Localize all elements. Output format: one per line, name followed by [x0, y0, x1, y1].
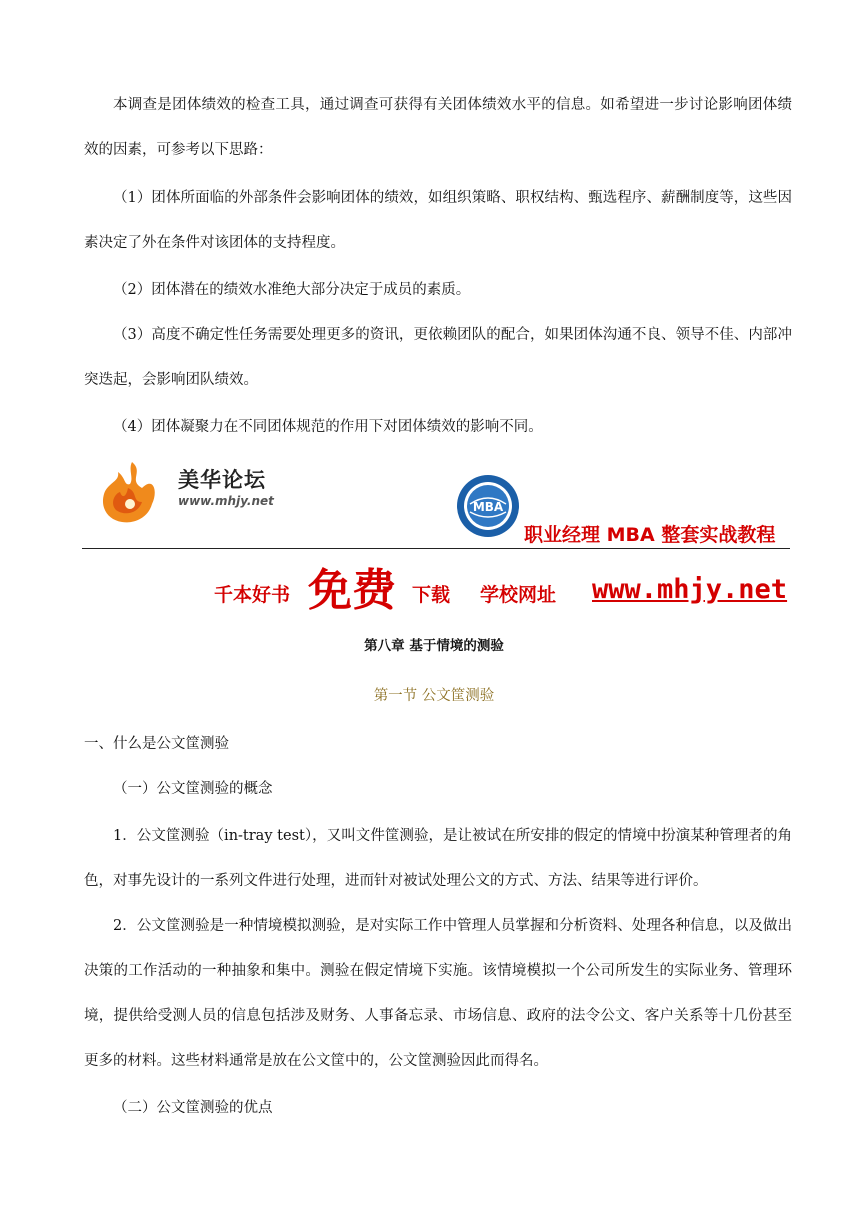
- body-paragraph-1: 1．公文筐测验（in-tray test），又叫文件筐测验，是让被试在所安排的假定的情境中扮演某种管理者的角色，对事先设计的一系列文件进行处理，进而针对被试处理公文的方式、方法、结果等进行评价。: [84, 828, 792, 889]
- brand-url: www.mhjy.net: [178, 494, 274, 508]
- mhjy-logo: [98, 458, 288, 528]
- body-paragraph-2: 2．公文筐测验是一种情境模拟测验，是对实际工作中管理人员掌握和分析资料、处理各种信息，以及做出决策的工作活动的一种抽象和集中。测验在假定情境下实施。该情境模拟一个公司所发生的实际业务、管理环境，提供给受测人员的信息包括涉及财务、人事备忘录、市场信息、政府的法令公文、客户关系等十几份甚至更多的材料。这些材料通常是放在公文筐中的，公文筐测验因此而得名。: [84, 918, 792, 1069]
- intro-point-2: （2）团体潜在的绩效水准绝大部分决定于成员的素质。: [113, 282, 471, 298]
- intro-point-3: （3）高度不确定性任务需要处理更多的资讯，更依赖团队的配合，如果团体沟通不良、领导不佳、内部冲突迭起，会影响团队绩效。: [84, 327, 792, 388]
- promo-books: 千本好书: [214, 584, 291, 606]
- promo-free: 免费: [308, 565, 396, 616]
- mba-seal-text: MBA: [472, 500, 504, 514]
- chapter-title: 第八章 基于情境的测验: [364, 638, 504, 654]
- promo-school-site: 学校网址: [480, 584, 557, 606]
- mba-seal-icon: [456, 474, 520, 538]
- flame-logo-icon: [98, 458, 168, 528]
- section-title: 第一节 公文筐测验: [373, 688, 495, 704]
- intro-paragraph-1: 本调查是团体绩效的检查工具，通过调查可获得有关团体绩效水平的信息。如希望进一步讨论影响团体绩效的因素，可参考以下思路：: [84, 97, 792, 158]
- banner-divider: [82, 548, 790, 549]
- brand-name: 美华论坛: [178, 468, 266, 492]
- mba-course-title: 职业经理 MBA 整套实战教程: [524, 524, 776, 546]
- intro-point-1: （1）团体所面临的外部条件会影响团体的绩效，如组织策略、职权结构、甄选程序、薪酬制度等，这些因素决定了外在条件对该团体的支持程度。: [84, 190, 792, 251]
- heading-concept: （一）公文筐测验的概念: [113, 781, 273, 797]
- promo-download: 下载: [412, 584, 451, 606]
- promo-url-link[interactable]: www.mhjy.net: [592, 574, 788, 605]
- heading-advantages: （二）公文筐测验的优点: [113, 1100, 273, 1116]
- heading-what-is: 一、什么是公文筐测验: [84, 736, 229, 752]
- promo-banner: [214, 552, 794, 616]
- intro-point-4: （4）团体凝聚力在不同团体规范的作用下对团体绩效的影响不同。: [113, 419, 543, 435]
